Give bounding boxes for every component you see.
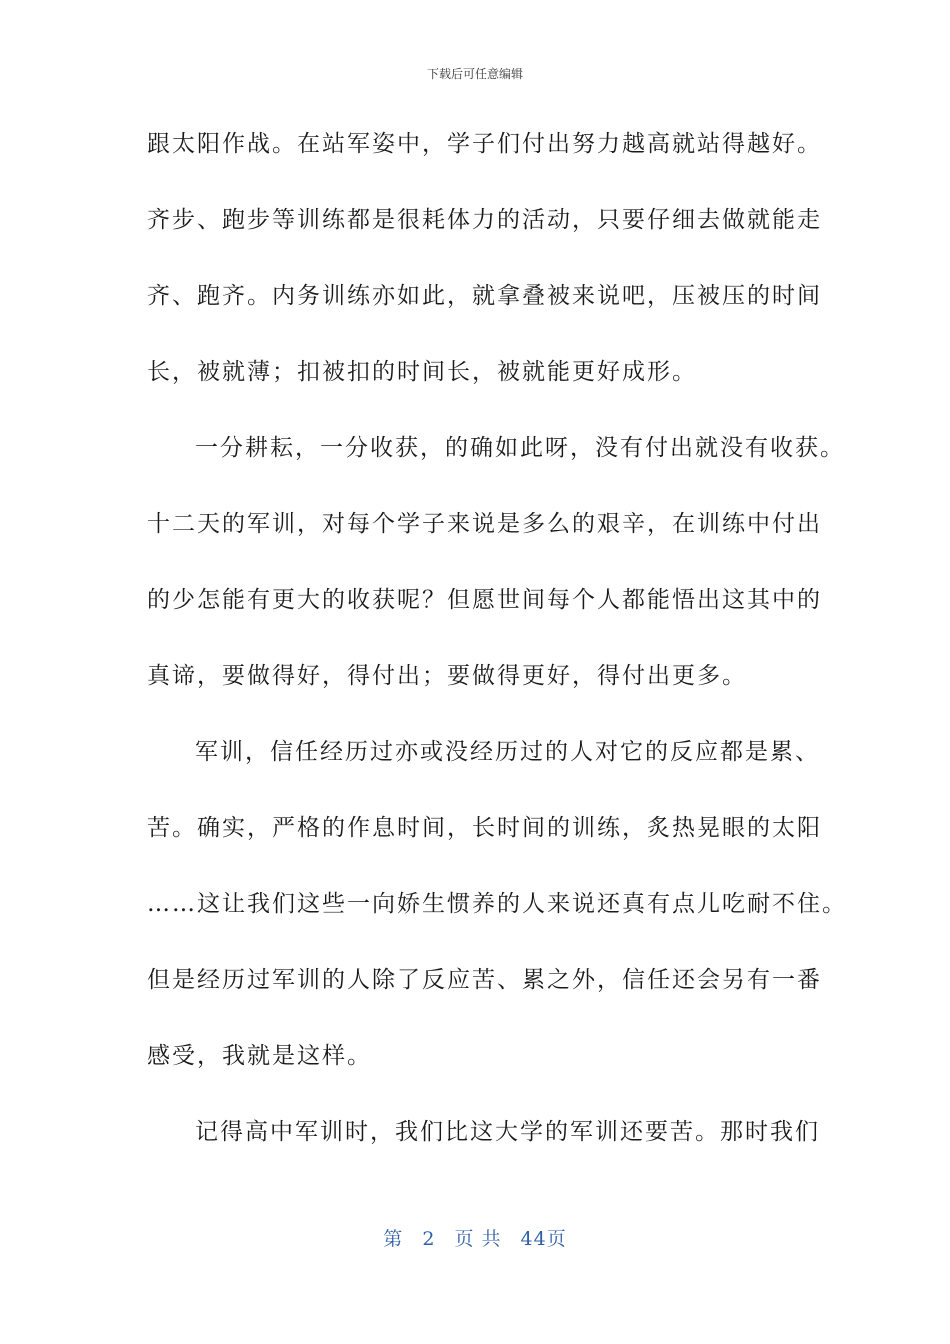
text-line: 长，被就薄；扣被扣的时间长，被就能更好成形。	[147, 359, 697, 385]
paragraph-start-line: 一分耕耘，一分收获，的确如此呀，没有付出就没有收获。	[195, 435, 845, 461]
text-line: 苦。确实，严格的作息时间，长时间的训练，炙热晃眼的太阳	[147, 815, 822, 841]
text-line: 齐、跑齐。内务训练亦如此，就拿叠被来说吧，压被压的时间	[147, 283, 822, 309]
text-line: 跟太阳作战。在站军姿中，学子们付出努力越高就站得越好。	[147, 131, 822, 157]
page-header: 下载后可任意编辑	[426, 67, 523, 81]
page-number-footer	[0, 1226, 950, 1252]
text-line: 真谛，要做得好，得付出；要做得更好，得付出更多。	[147, 663, 747, 689]
current-page-number: 2	[422, 1228, 436, 1250]
total-pages: 44页	[520, 1228, 567, 1250]
footer-prefix: 第	[383, 1228, 404, 1250]
text-line: 齐步、跑步等训练都是很耗体力的活动，只要仔细去做就能走	[147, 207, 822, 233]
text-line: 但是经历过军训的人除了反应苦、累之外，信任还会另有一番	[147, 967, 822, 993]
document-body	[147, 122, 847, 1186]
paragraph-start-line: 记得高中军训时，我们比这大学的军训还要苦。那时我们	[195, 1119, 820, 1145]
text-line: ……这让我们这些一向娇生惯养的人来说还真有点儿吃耐不住。	[147, 891, 847, 917]
text-line: 感受，我就是这样。	[147, 1043, 372, 1069]
footer-middle: 页 共	[454, 1228, 502, 1250]
text-line: 的少怎能有更大的收获呢？但愿世间每个人都能悟出这其中的	[147, 587, 822, 613]
text-line: 十二天的军训，对每个学子来说是多么的艰辛，在训练中付出	[147, 511, 822, 537]
paragraph-start-line: 军训，信任经历过亦或没经历过的人对它的反应都是累、	[195, 739, 820, 765]
